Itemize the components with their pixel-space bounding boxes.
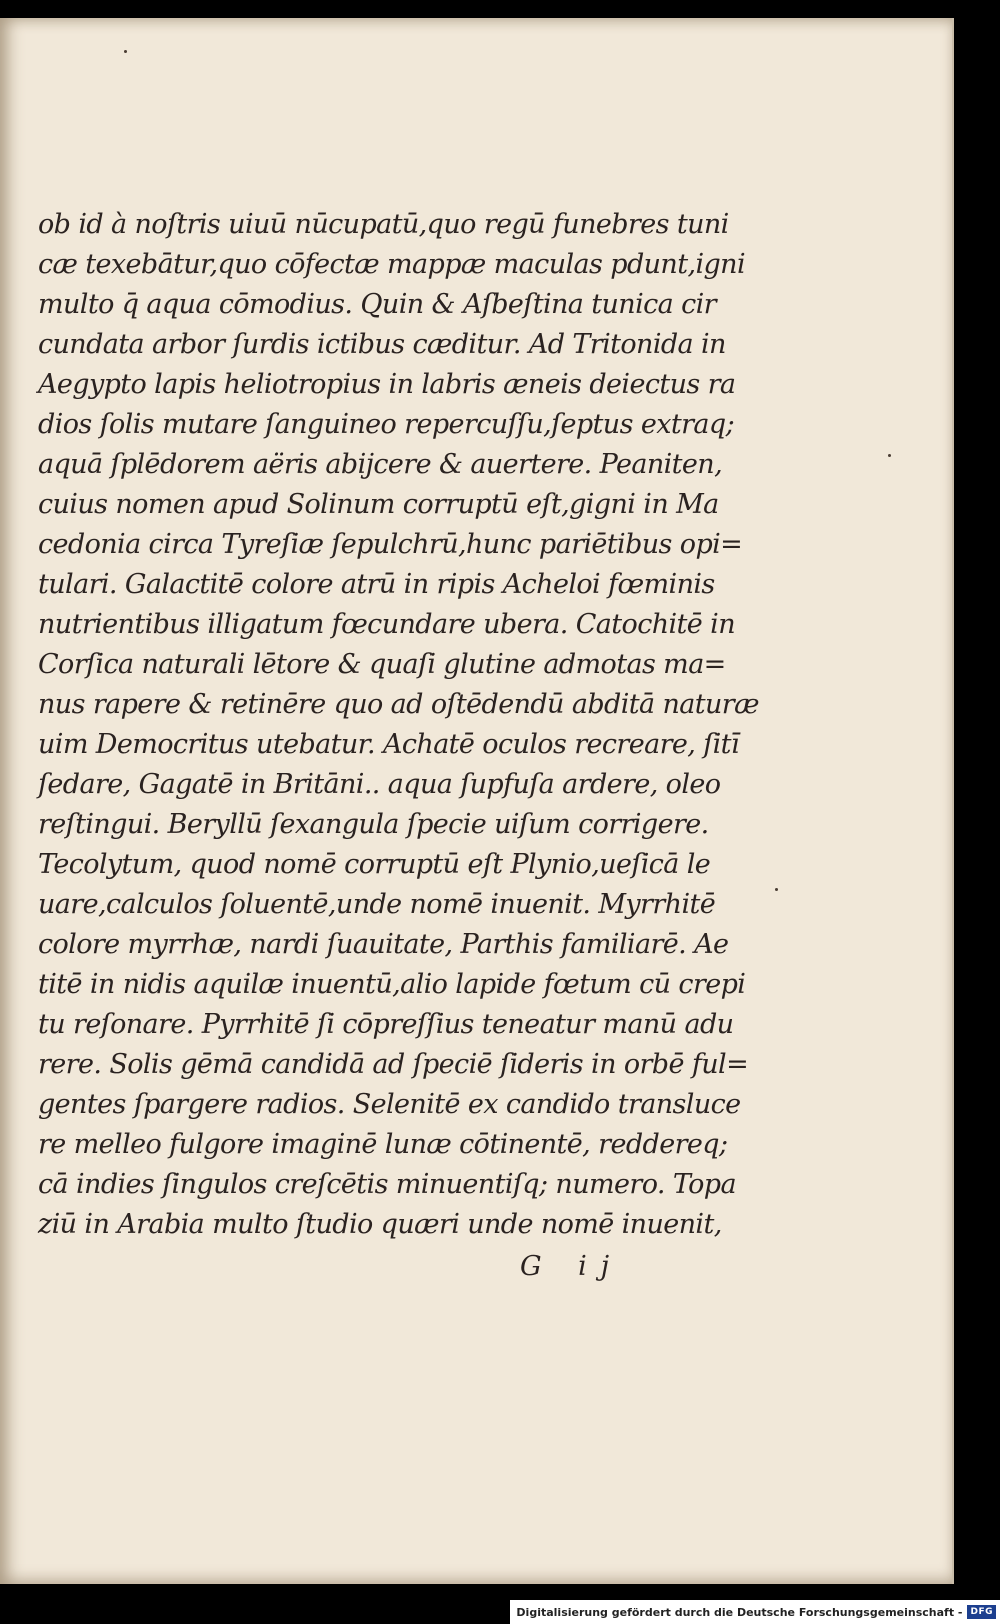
text-line: cundata arbor ſurdis ictibus cæditur. Ad Tritonida in <box>38 329 726 360</box>
digitization-footer <box>510 1600 1000 1624</box>
ink-speck <box>124 50 127 53</box>
text-line: cā indies ſingulos creſcētis minuentiſq; numero. Topa <box>38 1169 736 1200</box>
text-line: colore myrrhæ, nardi ſuauitate, Parthis familiarē. Ae <box>38 929 729 960</box>
book-page <box>0 18 954 1584</box>
text-line: ob id à noſtris uiuū nūcupatū,quo regū funebres tuni <box>38 209 729 240</box>
text-line: nutrientibus illigatum fœcundare ubera. Catochitē in <box>38 609 735 640</box>
text-line: cuius nomen apud Solinum corruptū eſt,gigni in Ma <box>38 489 719 520</box>
text-line: tu reſonare. Pyrrhitē ſi cōpreſſius teneatur manū adu <box>38 1009 734 1040</box>
ink-speck <box>888 454 891 457</box>
text-line: ſedare, Gagatē in Britāni.. aqua ſupfuſa ardere, oleo <box>38 769 721 800</box>
text-line: uim Democritus utebatur. Achatē oculos recreare, ſitī <box>38 729 739 760</box>
text-line: Tecolytum, quod nomē corruptū eſt Plynio,ueſicā le <box>38 849 711 880</box>
text-line: reſtingui. Beryllū ſexangula ſpecie uiſum corrigere. <box>38 809 709 840</box>
text-line: tulari. Galactitē colore atrū in ripis Acheloi fœminis <box>38 569 715 600</box>
text-line: cæ texebātur,quo cōfectæ mappæ maculas pdunt,igni <box>38 249 745 280</box>
ink-speck <box>775 888 778 891</box>
text-line: ziū in Arabia multo ſtudio quæri unde nomē inuenit, <box>38 1209 722 1240</box>
text-line: dios ſolis mutare ſanguineo repercuſſu,ſeptus extraq; <box>38 409 735 440</box>
text-line: uare,calculos ſoluentē,unde nomē inuenit. Myrrhitē <box>38 889 716 920</box>
text-line: aquā ſplēdorem aëris abijcere & auertere. Peaniten, <box>38 449 723 480</box>
signature-mark: G ij <box>520 1251 624 1282</box>
text-line: gentes ſpargere radios. Selenitē ex candido transluce <box>38 1089 741 1120</box>
footer-credit: Digitalisierung gefördert durch die Deutsche Forschungsgemeinschaft - <box>516 1605 963 1619</box>
dfg-logo: DFG <box>967 1605 996 1619</box>
text-line: Aegypto lapis heliotropius in labris æneis deiectus ra <box>38 369 736 400</box>
text-line: titē in nidis aquilæ inuentū,alio lapide fœtum cū crepi <box>38 969 746 1000</box>
text-line: rere. Solis gēmā candidā ad ſpeciē ſideris in orbē ful= <box>38 1049 749 1080</box>
text-line: cedonia circa Tyreſiæ ſepulchrū,hunc pariētibus opi= <box>38 529 743 560</box>
page-text <box>38 205 759 1245</box>
text-line: nus rapere & retinēre quo ad oſtēdendū abditā naturæ <box>38 689 759 720</box>
text-line: Corſica naturali lētore & quaſi glutine admotas ma= <box>38 649 726 680</box>
text-line: re melleo fulgore imaginē lunæ cōtinentē, reddereq; <box>38 1129 728 1160</box>
text-line: multo q̄ aqua cōmodius. Quin & Aſbeſtina tunica cir <box>38 289 716 320</box>
